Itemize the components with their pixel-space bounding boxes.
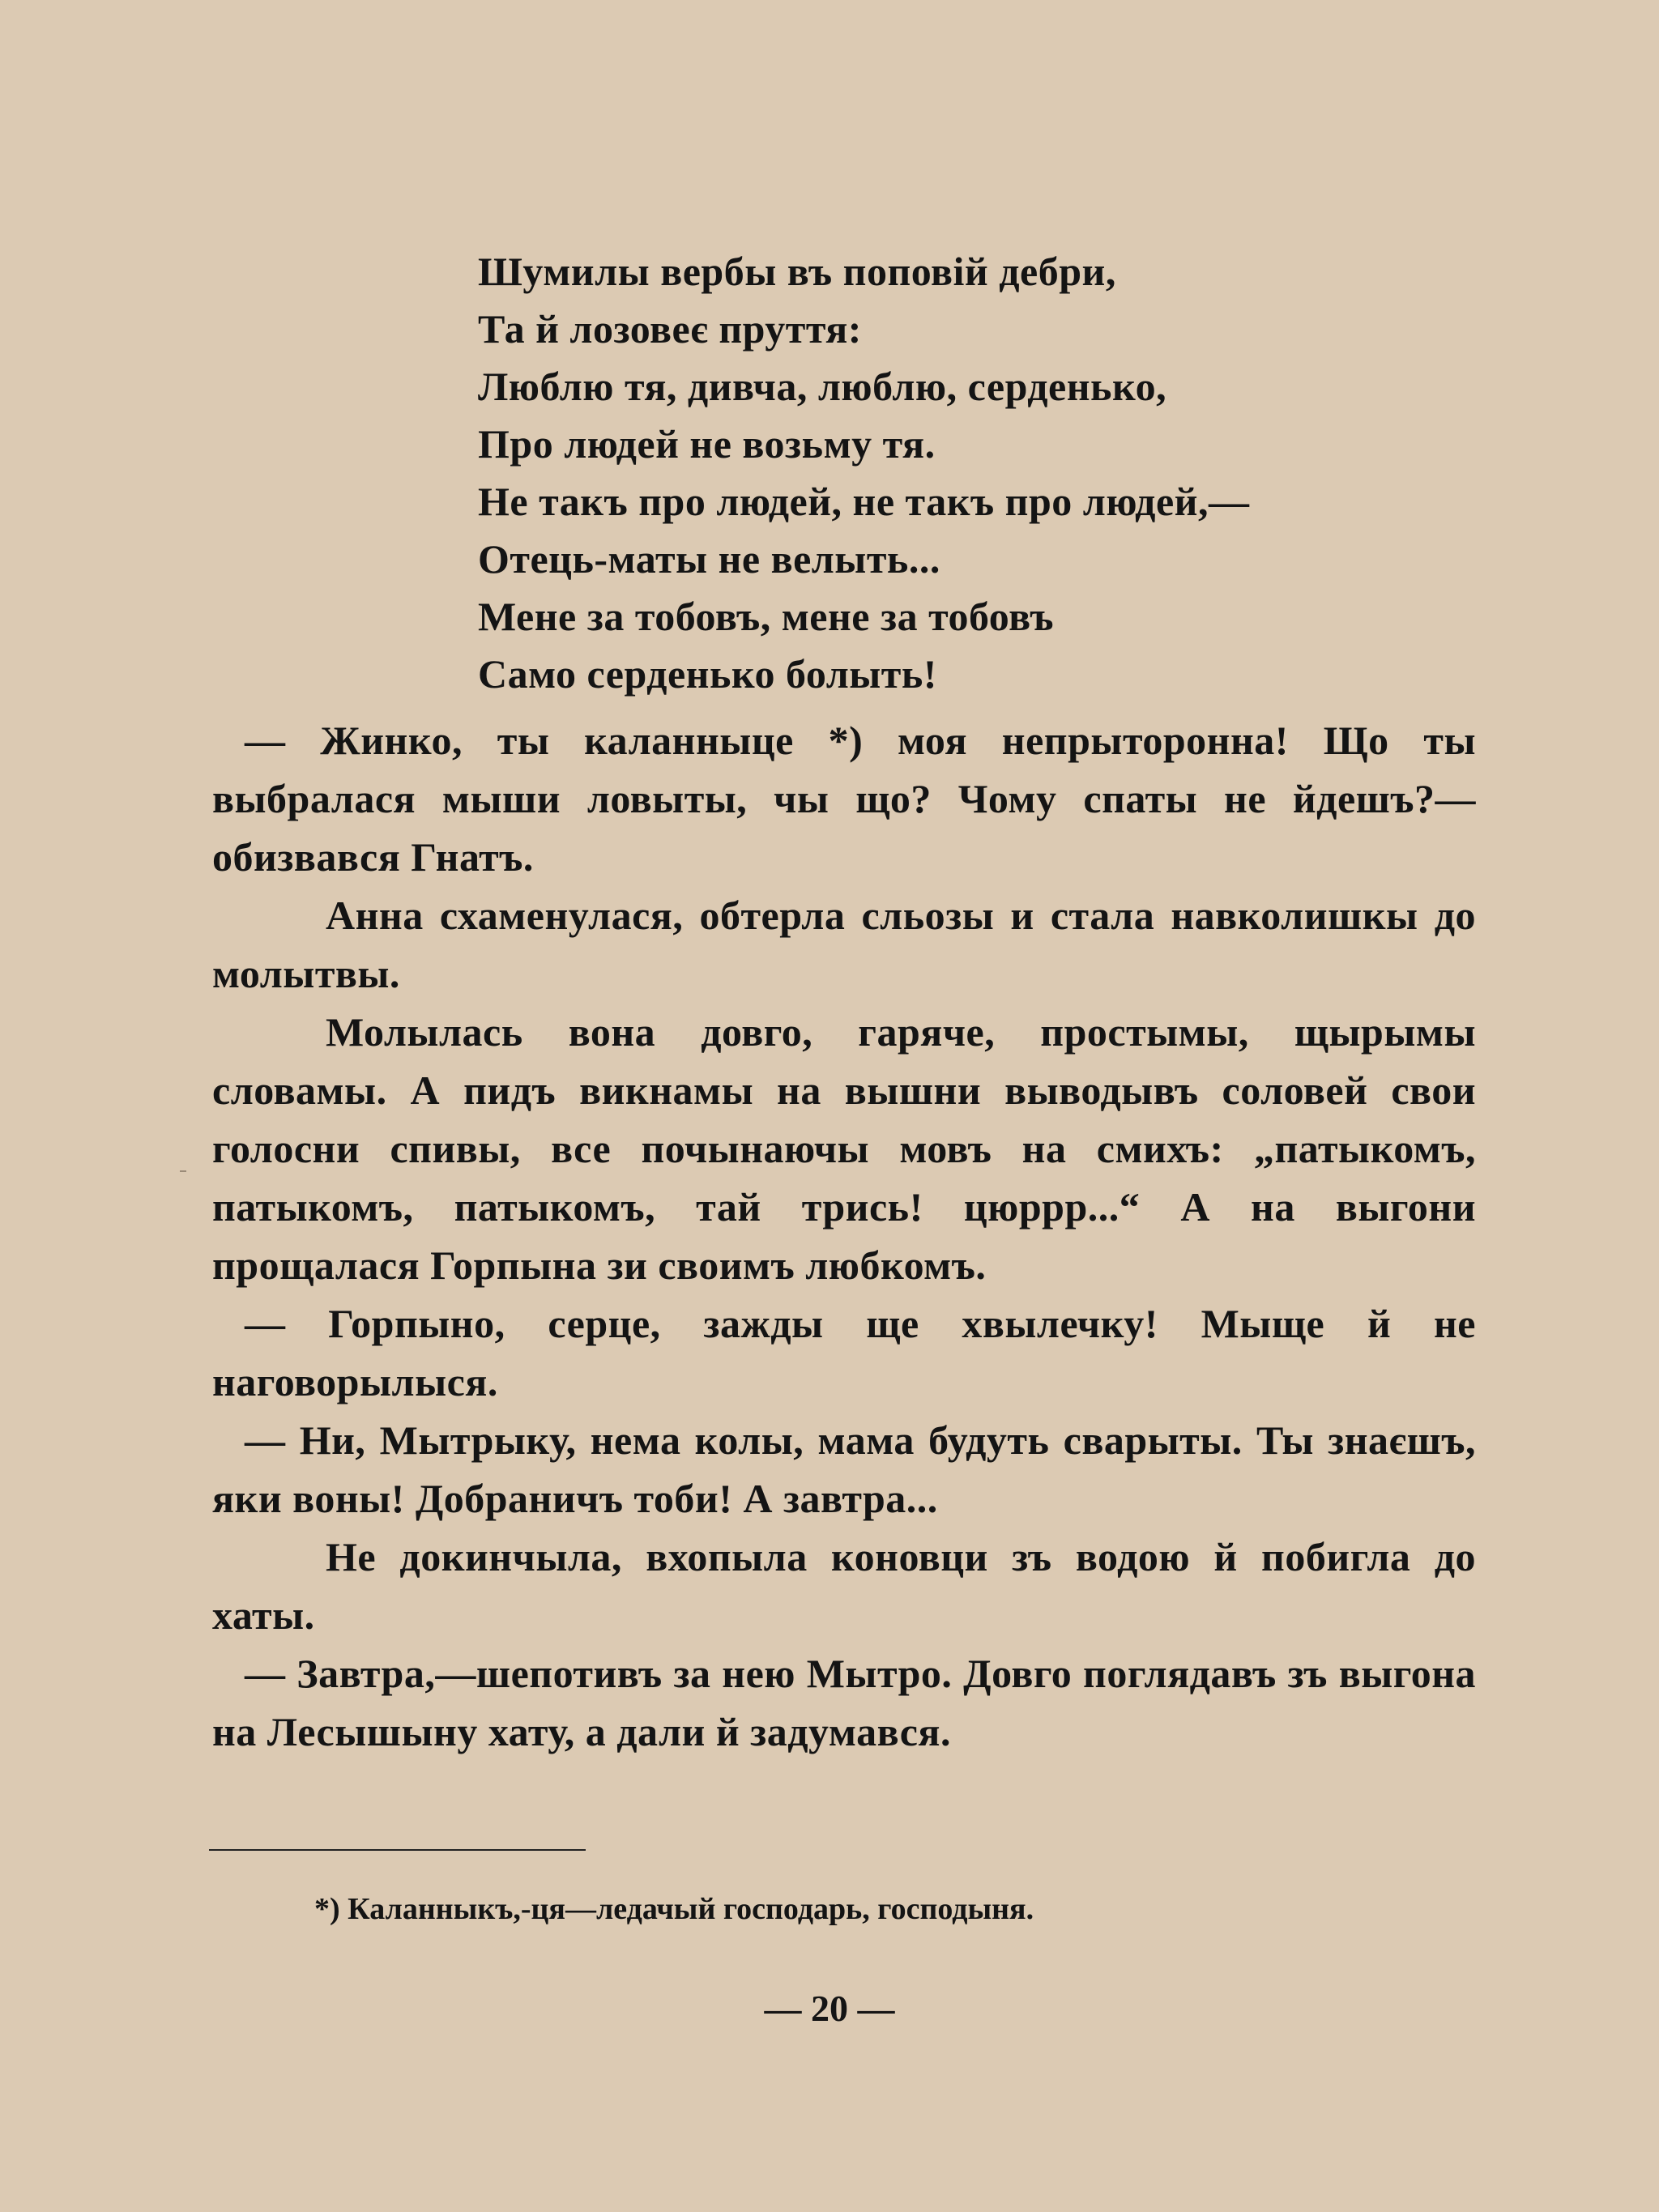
print-speck: [180, 1170, 186, 1172]
poem-line: Про людей не возьму тя.: [478, 421, 936, 467]
poem-line: Не такъ про людей, не такъ про людей,—: [478, 479, 1250, 524]
paragraph-dialogue-mytro: — Горпыно, серце, зажды ще хвылечку! Мыще й не наговорылыся.: [212, 1301, 1476, 1404]
poem-line: Та й лозовеє пруття:: [478, 306, 862, 352]
paragraph-narration: Не докинчыла, вхопыла коновци зъ водою й побигла до хаты.: [212, 1534, 1476, 1638]
poem-line: Шумилы вербы въ поповій дебри,: [478, 249, 1116, 294]
paragraph-anna: Анна схаменулася, обтерла сльозы и стала навколишкы до молытвы.: [212, 893, 1476, 996]
paragraph-dialogue-tomorrow: — Завтра,—шепотивъ за нею Мытро. Довго поглядавъ зъ выгона на Лесышыну хату, а дали й задумався.: [212, 1651, 1476, 1754]
poem-line: Мене за тобовъ, мене за тобовъ: [478, 594, 1054, 639]
footnote-divider: [209, 1849, 586, 1851]
page-number: — 20 —: [764, 1988, 895, 2029]
poem-line: Само серденько болыть!: [478, 651, 937, 697]
paragraph-dialogue-horpyna: — Ни, Мытрыку, нема колы, мама будуть сварыты. Ты знаєшъ, яки воны! Добраничъ тоби! А завтра...: [212, 1417, 1476, 1521]
paragraph-dialogue-gnat: — Жинко, ты каланныце *) моя непрыторонна! Що ты выбралася мыши ловыты, чы що? Чому спаты не йдешъ?—обизвався Гнатъ.: [212, 718, 1476, 880]
poem-line: Отець-маты не велыть...: [478, 536, 940, 582]
prose-text: [212, 711, 1476, 1761]
footnote: *) Каланныкъ,-ця—ледачый господарь, господыня.: [314, 1892, 1034, 1926]
paragraph-prayer: Молылась вона довго, гаряче, простымы, щырымы словамы. А пидъ викнамы на вышни выводывъ соловей свои голосни спивы, все почынаючы мовъ на смихъ: „патыкомъ, патыкомъ, патыкомъ, тай трись! цюррр...“ А на выгони прощалася Горпына зи своимъ любкомъ.: [212, 1009, 1476, 1288]
poem-line: Люблю тя, дивча, люблю, серденько,: [478, 364, 1167, 409]
poem-stanza: [478, 243, 1482, 703]
